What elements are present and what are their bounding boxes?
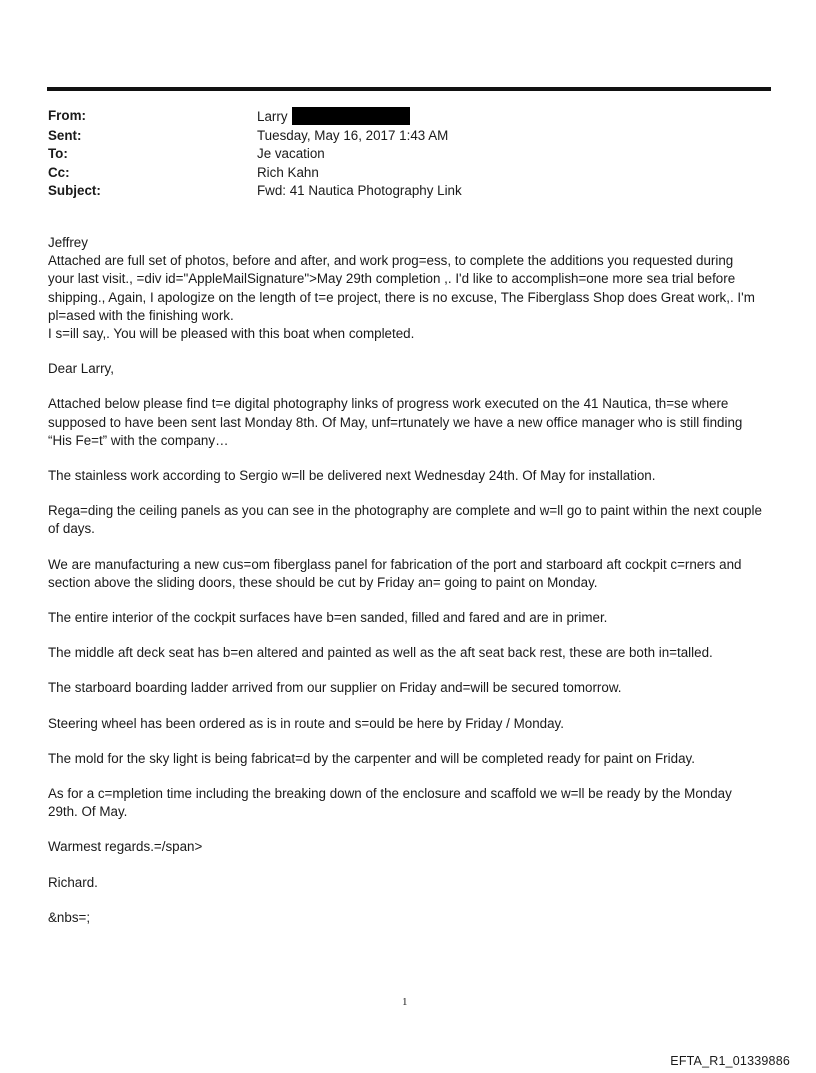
body-line: 29th. Of May. <box>48 804 128 820</box>
body-line: &nbs=; <box>48 909 91 925</box>
body-line: shipping., Again, I apologize on the length of t=e project, there is no excuse, The Fiberglass Shop does Great work,. I'm <box>48 289 755 305</box>
body-paragraph <box>48 502 770 538</box>
subject-value: Fwd: 41 Nautica Photography Link <box>257 183 462 198</box>
from-row <box>48 107 462 127</box>
body-line: Attached are full set of photos, before and after, and work prog=ess, to complete the additions you requested during <box>48 253 734 269</box>
body-line: Rega=ding the ceiling panels as you can see in the photography are complete and w=ll go to paint within the next couple <box>48 503 762 519</box>
to-label: To: <box>48 146 68 161</box>
sent-label: Sent: <box>48 127 82 143</box>
body-line: The starboard boarding ladder arrived from our supplier on Friday and=will be secured tomorrow. <box>48 680 622 696</box>
body-paragraph <box>48 234 770 343</box>
signature <box>48 874 770 892</box>
to-value: Je vacation <box>257 146 325 161</box>
body-line: your last visit., =div id="AppleMailSignature">May 29th completion ,. I'd like to accomplish=one more sea trial before <box>48 271 736 287</box>
body-line: “His Fe=t” with the company… <box>48 432 229 448</box>
body-line: Attached below please find t=e digital photography links of progress work executed on the 41 Nautica, th=se where <box>48 396 729 412</box>
body-line: of days. <box>48 521 95 537</box>
email-header <box>48 107 462 201</box>
body-line: supposed to have been sent last Monday 8th. Of May, unf=rtunately we have a new office manager who is still finding <box>48 414 743 430</box>
body-line: Jeffrey <box>48 235 88 250</box>
trailing-artifact <box>48 909 770 927</box>
subject-label: Subject: <box>48 183 101 198</box>
body-paragraph <box>48 679 770 697</box>
header-divider <box>47 87 771 91</box>
body-line: As for a c=mpletion time including the breaking down of the enclosure and scaffold we w=ll be ready by the Monday <box>48 786 732 802</box>
body-paragraph <box>48 785 770 821</box>
subject-row <box>48 182 462 201</box>
body-paragraph <box>48 467 770 485</box>
body-paragraph <box>48 715 770 733</box>
body-paragraph <box>48 395 770 450</box>
page-number: 1 <box>402 996 408 1008</box>
closing <box>48 838 770 856</box>
body-line: We are manufacturing a new cus=om fiberglass panel for fabrication of the port and starboard aft cockpit c=rners and <box>48 556 742 572</box>
body-line: The middle aft deck seat has b=en altered and painted as well as the aft seat back rest, these are both in=talled. <box>48 645 713 661</box>
body-paragraph <box>48 644 770 662</box>
from-name: Larry <box>257 109 288 124</box>
body-paragraph <box>48 750 770 768</box>
sent-value: Tuesday, May 16, 2017 1:43 AM <box>257 127 449 143</box>
sent-row <box>48 127 462 146</box>
redaction-box <box>292 107 410 125</box>
bates-number: EFTA_R1_01339886 <box>670 1054 790 1068</box>
body-line: Richard. <box>48 874 98 890</box>
body-line: pl=ased with the finishing work. <box>48 307 234 323</box>
cc-row <box>48 164 462 183</box>
body-line: The mold for the sky light is being fabricat=d by the carpenter and will be completed ready for paint on Friday. <box>48 750 695 766</box>
cc-label: Cc: <box>48 164 70 180</box>
body-line: Steering wheel has been ordered as is in route and s=ould be here by Friday / Monday. <box>48 715 564 731</box>
body-paragraph <box>48 556 770 592</box>
body-line: Dear Larry, <box>48 361 114 377</box>
email-body <box>48 234 770 944</box>
from-label: From: <box>48 108 86 123</box>
body-paragraph <box>48 609 770 627</box>
body-line: Warmest regards.=/span> <box>48 839 203 855</box>
body-line: section above the sliding doors, these should be cut by Friday an= going to paint on Monday. <box>48 574 598 590</box>
body-line: The stainless work according to Sergio w=ll be delivered next Wednesday 24th. Of May for installation. <box>48 468 656 484</box>
body-line: The entire interior of the cockpit surfaces have b=en sanded, filled and fared and are in primer. <box>48 610 608 626</box>
salutation <box>48 360 770 378</box>
from-value <box>257 107 410 127</box>
to-row <box>48 145 462 164</box>
body-line: I s=ill say,. You will be pleased with this boat when completed. <box>48 326 415 342</box>
cc-value: Rich Kahn <box>257 164 319 180</box>
